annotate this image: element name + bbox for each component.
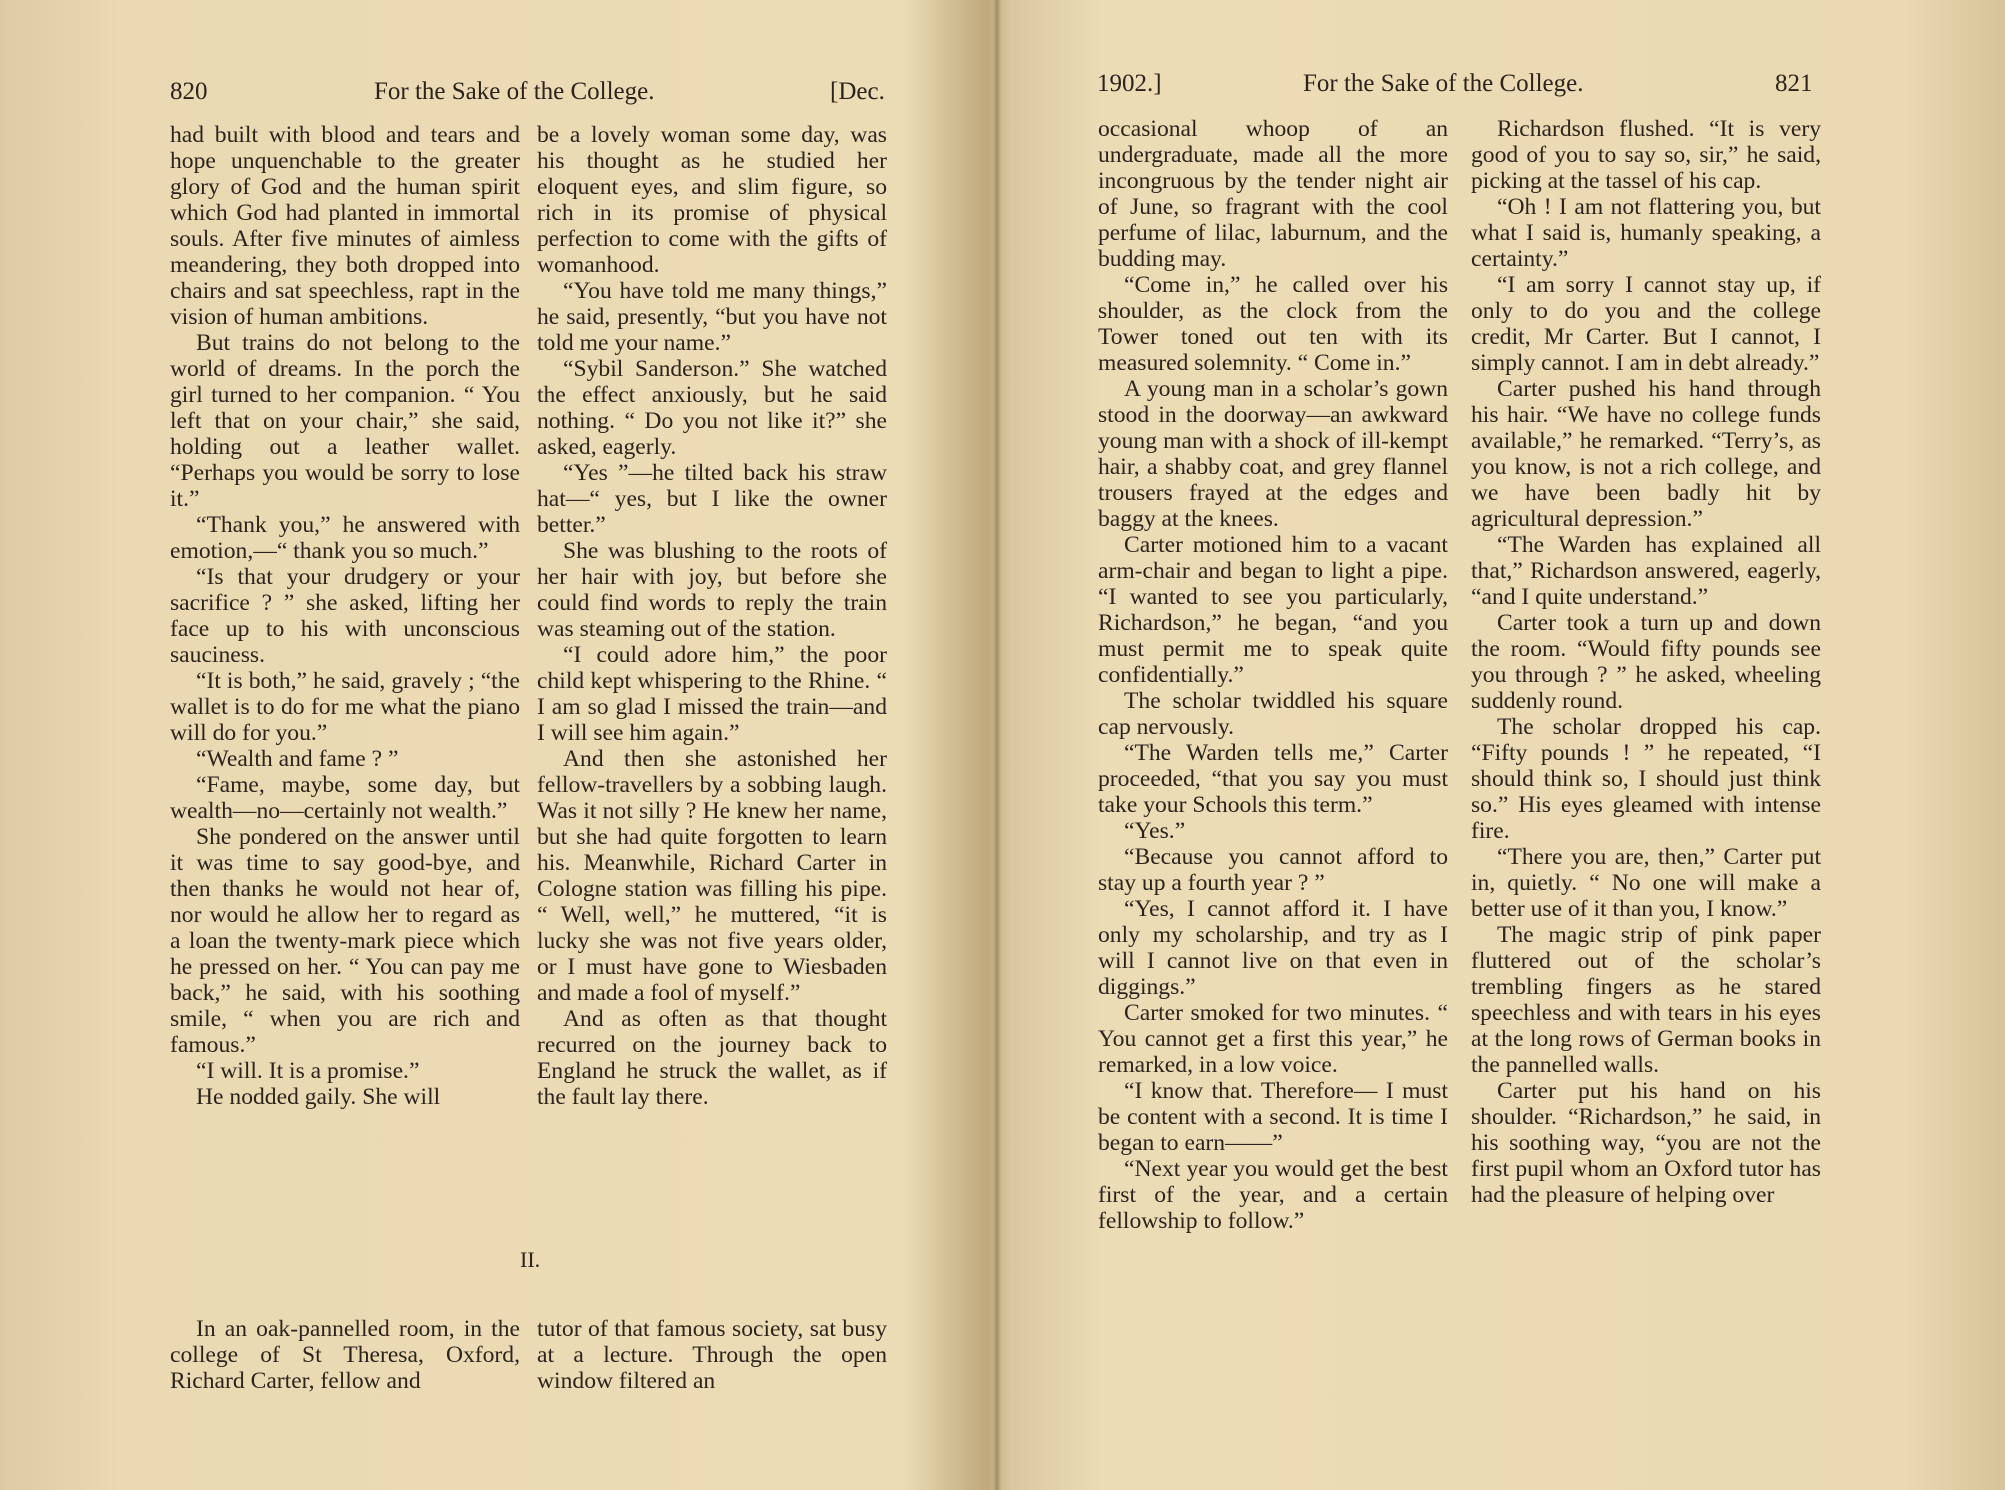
paragraph: In an oak-pannelled room, in the college of St Theresa, Oxford, Richard Carter, fellow and [170,1316,520,1394]
paragraph: “Oh ! I am not flattering you, but what I said is, humanly speaking, a certainty.” [1471,194,1821,272]
paragraph: But trains do not belong to the world of dreams. In the porch the girl turned to her companion. “ You left that on your chair,” she said, holding out a leather wallet. “Perhaps you would be sorry to lose it.” [170,330,520,512]
right-column-2 [1471,116,1821,1208]
paragraph: The magic strip of pink paper fluttered out of the scholar’s trembling fingers as he stared speechless and with tears in his eyes at the long rows of German books in the pannelled walls. [1471,922,1821,1078]
paragraph: occasional whoop of an undergraduate, made all the more incongruous by the tender night air of June, so fragrant with the cool perfume of lilac, laburnum, and the budding may. [1098,116,1448,272]
paragraph: “Sybil Sanderson.” She watched the effect anxiously, but he said nothing. “ Do you not like it?” she asked, eagerly. [537,356,887,460]
paragraph: “Wealth and fame ? ” [196,746,399,772]
left-running-date: [Dec. [830,78,885,105]
paragraph: “Is that your drudgery or your sacrifice ? ” she asked, lifting her face up to his with unconscious sauciness. [170,564,520,668]
left-column-1-bottom [170,1316,520,1394]
left-page [0,0,995,1490]
paragraph: And then she astonished her fellow-travellers by a sobbing laugh. Was it not silly ? He knew her name, but she had quite forgotten to learn his. Meanwhile, Richard Carter in Cologne station was filling his pipe. “ Well, well,” he muttered, “it is lucky she was not five years older, or I must have gone to Wiesbaden and made a fool of myself.” [537,746,887,1006]
paragraph: “Because you cannot afford to stay up a fourth year ? ” [1098,844,1448,896]
right-page [1005,0,2005,1490]
paragraph: “Yes ”—he tilted back his straw hat—“ yes, but I like the owner better.” [537,460,887,538]
paragraph: “Thank you,” he answered with emotion,—“ thank you so much.” [170,512,520,564]
paragraph: “Yes, I cannot afford it. I have only my scholarship, and try as I will I cannot live on that even in diggings.” [1098,896,1448,1000]
right-column-1 [1098,116,1448,1234]
paragraph: He nodded gaily. She will [196,1084,441,1110]
paragraph: Carter smoked for two minutes. “ You cannot get a first this year,” he remarked, in a low voice. [1098,1000,1448,1078]
paragraph: Carter put his hand on his shoulder. “Richardson,” he said, in his soothing way, “you are not the first pupil whom an Oxford tutor has had the pleasure of helping over [1471,1078,1821,1208]
left-running-title: For the Sake of the College. [374,78,655,105]
paragraph: Carter pushed his hand through his hair. “We have no college funds available,” he remarked. “Terry’s, as you know, is not a rich college, and we have been badly hit by agricultural depression.” [1471,376,1821,532]
paragraph: “Fame, maybe, some day, but wealth—no—certainly not wealth.” [170,772,520,824]
paragraph: “It is both,” he said, gravely ; “the wallet is to do for me what the piano will do for you.” [170,668,520,746]
paragraph: “I know that. Therefore— I must be content with a second. It is time I began to earn——” [1098,1078,1448,1156]
paragraph: “I am sorry I cannot stay up, if only to do you and the college credit, Mr Carter. But I cannot, I simply cannot. I am in debt already.” [1471,272,1821,376]
paragraph: had built with blood and tears and hope unquenchable to the greater glory of God and the human spirit which God had planted in immortal souls. After five minutes of aimless meandering, they both dropped into chairs and sat speechless, rapt in the vision of human ambitions. [170,122,520,330]
paragraph: Carter took a turn up and down the room. “Would fifty pounds see you through ? ” he asked, wheeling suddenly round. [1471,610,1821,714]
right-running-title: For the Sake of the College. [1303,70,1584,97]
paragraph: “Come in,” he called over his shoulder, as the clock from the Tower toned out ten with its measured solemnity. “ Come in.” [1098,272,1448,376]
paragraph: tutor of that famous society, sat busy at a lecture. Through the open window filtered an [537,1316,887,1394]
paragraph: A young man in a scholar’s gown stood in the doorway—an awkward young man with a shock of ill-kempt hair, a shabby coat, and grey flannel trousers frayed at the edges and baggy at the knees. [1098,376,1448,532]
right-running-date: 1902.] [1097,70,1162,97]
paragraph: “Yes.” [1124,818,1186,844]
paragraph: Richardson flushed. “It is very good of you to say so, sir,” he said, picking at the tassel of his cap. [1471,116,1821,194]
paragraph: And as often as that thought recurred on the journey back to England he struck the wallet, as if the fault lay there. [537,1006,887,1110]
paragraph: “Next year you would get the best first of the year, and a certain fellowship to follow.” [1098,1156,1448,1234]
paragraph: She pondered on the answer until it was time to say good-bye, and then thanks he would not hear of, nor would he allow her to regard as a loan the twenty-mark piece which he pressed on her. “ You can pay me back,” he said, with his soothing smile, “ when you are rich and famous.” [170,824,520,1058]
paragraph: “The Warden has explained all that,” Richardson answered, eagerly, “and I quite understand.” [1471,532,1821,610]
paragraph: She was blushing to the roots of her hair with joy, but before she could find words to reply the train was steaming out of the station. [537,538,887,642]
paragraph: The scholar twiddled his square cap nervously. [1098,688,1448,740]
paragraph: “The Warden tells me,” Carter proceeded, “that you say you must take your Schools this term.” [1098,740,1448,818]
left-column-1 [170,122,520,1110]
paragraph: “I will. It is a promise.” [196,1058,420,1084]
section-heading: II. [520,1247,541,1272]
left-column-2-bottom [537,1316,887,1394]
paragraph: “There you are, then,” Carter put in, quietly. “ No one will make a better use of it than you, I know.” [1471,844,1821,922]
paragraph: “You have told me many things,” he said, presently, “but you have not told me your name.” [537,278,887,356]
right-page-number: 821 [1775,70,1813,97]
left-page-number: 820 [170,78,208,105]
paragraph: be a lovely woman some day, was his thought as he studied her eloquent eyes, and slim figure, so rich in its promise of physical perfection to come with the gifts of womanhood. [537,122,887,278]
left-column-2 [537,122,887,1110]
paragraph: The scholar dropped his cap. “Fifty pounds ! ” he repeated, “I should think so, I should just think so.” His eyes gleamed with intense fire. [1471,714,1821,844]
paragraph: Carter motioned him to a vacant arm-chair and began to light a pipe. “I wanted to see you particularly, Richardson,” he began, “and you must permit me to speak quite confidentially.” [1098,532,1448,688]
paragraph: “I could adore him,” the poor child kept whispering to the Rhine. “ I am so glad I missed the train—and I will see him again.” [537,642,887,746]
